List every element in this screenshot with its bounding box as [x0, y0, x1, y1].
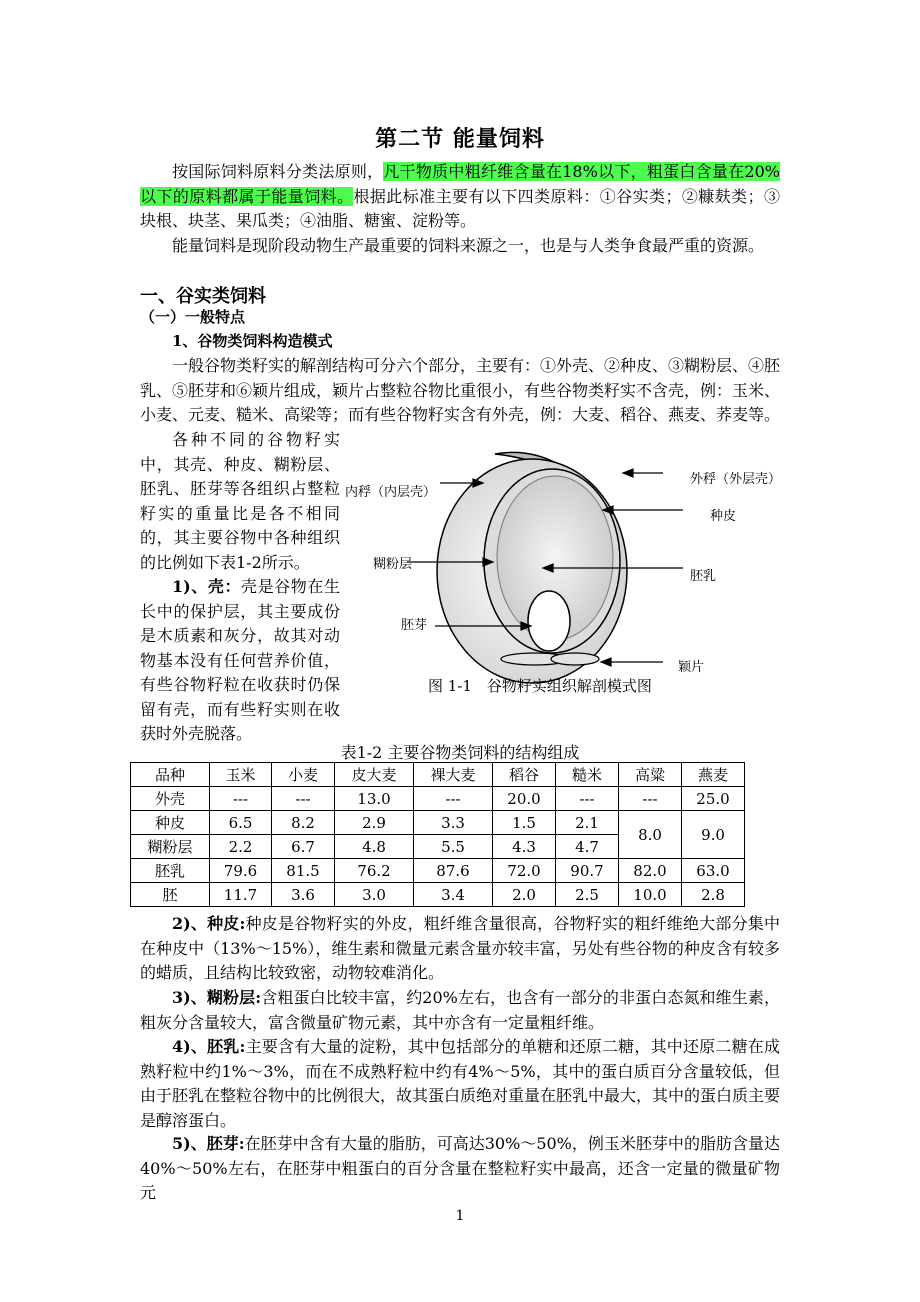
endosperm-text: 主要含有大量的淀粉，其中包括部分的单糖和还原二糖，其中还原二糖在成熟籽粒中约1%～3%，而在不成熟籽粒中约有4%～5%，其中的蛋白质百分含量较低，但由于胚乳在整粒谷物中的比例很大，故其蛋白质绝对重量在胚乳中最大，其中的蛋白质主要是醇溶蛋白。 — [140, 1037, 781, 1130]
table-cell-merged: 9.0 — [682, 811, 745, 859]
table-cell: 2.2 — [210, 835, 272, 859]
intro-paragraph-2: 能量饲料是现阶段动物生产最重要的饲料来源之一，也是与人类争食最严重的资源。 — [172, 236, 765, 255]
table-cell: 87.6 — [414, 859, 493, 883]
table-cell: 72.0 — [493, 859, 556, 883]
table-cell: 外壳 — [131, 787, 210, 811]
intro-paragraph-1 — [140, 160, 780, 234]
husk-text: 壳是谷物在生长中的保护层，其主要成份是木质素和灰分，故其对动物基本没有任何营养价值，有些谷物籽粒在收获时仍保留有壳，而有些籽实则在收获时外壳脱落。 — [140, 577, 340, 743]
aleurone-label: 3)、糊粉层: — [172, 988, 262, 1007]
table-cell: 3.0 — [335, 883, 414, 907]
aleurone-text: 含粗蛋白比较丰富，约20%左右，也含有一部分的非蛋白态氮和维生素，粗灰分含量较大，富含微量矿物元素，其中亦含有一定量粗纤维。 — [140, 988, 780, 1032]
germ-shape — [528, 591, 570, 651]
table-cell: 4.3 — [493, 835, 556, 859]
table-cell: --- — [414, 787, 493, 811]
table-cell: 2.1 — [556, 811, 619, 835]
table-cell: 3.4 — [414, 883, 493, 907]
table-cell: 11.7 — [210, 883, 272, 907]
glume-shape-right — [551, 653, 599, 665]
table-cell: 90.7 — [556, 859, 619, 883]
table-cell: 4.7 — [556, 835, 619, 859]
table-cell: 3.6 — [272, 883, 335, 907]
header-cell: 稻谷 — [493, 763, 556, 787]
table-cell: 胚乳 — [131, 859, 210, 883]
label-aleurone: 糊粉层 — [373, 557, 413, 572]
table-cell: 63.0 — [682, 859, 745, 883]
table-cell: 13.0 — [335, 787, 414, 811]
label-germ: 胚芽 — [401, 618, 428, 633]
husk-label: 1)、壳： — [172, 577, 242, 596]
table-cell: 6.5 — [210, 811, 272, 835]
table-cell: --- — [272, 787, 335, 811]
table-row — [131, 787, 745, 811]
table-cell: 20.0 — [493, 787, 556, 811]
table-header-row — [131, 763, 745, 787]
label-glume: 颖片 — [678, 660, 705, 675]
figure-caption: 图 1-1 谷物籽实组织解剖模式图 — [428, 677, 652, 695]
highlighted-definition: 凡干物质中粗纤维含量在18%以下，粗蛋白含量在20%以下的原料都属于能量饲料。 — [140, 162, 780, 206]
table-cell: --- — [210, 787, 272, 811]
table-cell: 81.5 — [272, 859, 335, 883]
header-cell: 高粱 — [619, 763, 682, 787]
seed-coat-paragraph — [140, 912, 780, 986]
header-cell: 燕麦 — [682, 763, 745, 787]
label-inner-husk: 内稃（内层壳） — [345, 485, 437, 500]
table-cell: 4.8 — [335, 835, 414, 859]
label-seed-coat: 种皮 — [710, 509, 737, 524]
endosperm-label: 4)、胚乳: — [172, 1037, 246, 1056]
section-heading: 一、谷实类饲料 — [140, 286, 266, 307]
header-cell: 皮大麦 — [335, 763, 414, 787]
table-cell: 6.7 — [272, 835, 335, 859]
endosperm-paragraph — [140, 1035, 780, 1133]
label-endosperm: 胚乳 — [690, 569, 717, 584]
table-cell: --- — [619, 787, 682, 811]
table-cell: 1.5 — [493, 811, 556, 835]
grain-structure-table — [130, 762, 745, 907]
page-number: 1 — [455, 1208, 465, 1224]
grain-anatomy-figure — [345, 438, 782, 698]
header-cell: 糙米 — [556, 763, 619, 787]
structure-paragraph: 一般谷物类籽实的解剖结构可分六个部分，主要有：①外壳、②种皮、③糊粉层、④胚乳、⑤胚芽和⑥颖片组成，颖片占整粒谷物比重很小，有些谷物类籽实不含壳，例：玉米、小麦、元麦、糙米、高梁等；而有些谷物籽实含有外壳，例：大麦、稻谷、燕麦、荞麦等。 — [140, 356, 781, 424]
table-cell: 79.6 — [210, 859, 272, 883]
subsection-heading: （一）一般特点 — [140, 308, 246, 326]
table-cell-merged: 8.0 — [619, 811, 682, 859]
seed-coat-text: 种皮是谷物籽实的外皮，粗纤维含量很高，谷物籽实的粗纤维绝大部分集中在种皮中（13%～15%），维生素和微量元素含量亦较丰富，另处有些谷物的种皮含有较多的蜡质，且结构比较致密，动物较难消化。 — [140, 914, 780, 982]
table-cell: 2.5 — [556, 883, 619, 907]
table-cell: 2.0 — [493, 883, 556, 907]
column-paragraph-1: 各种不同的谷物籽实中，其壳、种皮、糊粉层、胚乳、胚芽等各组织占整粒籽实的重量比是各不相同的，其主要谷物中各种组织的比例如下表1-2所示。 — [140, 430, 340, 572]
table-cell: 10.0 — [619, 883, 682, 907]
germ-text: 在胚芽中含有大量的脂肪，可高达30%～50%，例玉米胚芽中的脂肪含量达40%～50%左右，在胚芽中粗蛋白的百分含量在整粒籽实中最高，还含一定量的微量矿物元 — [140, 1134, 780, 1202]
header-cell: 小麦 — [272, 763, 335, 787]
label-outer-husk: 外稃（外层壳） — [690, 472, 782, 487]
subsubsection-heading: 1、谷物类饲料构造模式 — [172, 332, 333, 350]
seed-coat-label: 2)、种皮: — [172, 914, 246, 933]
table-cell: 82.0 — [619, 859, 682, 883]
header-cell: 品种 — [131, 763, 210, 787]
table-cell: 2.8 — [682, 883, 745, 907]
table-row — [131, 859, 745, 883]
table-cell: 3.3 — [414, 811, 493, 835]
intro-text-pre: 按国际饲料原料分类法原则， — [172, 162, 384, 181]
table-cell: 种皮 — [131, 811, 210, 835]
germ-paragraph — [140, 1132, 780, 1206]
germ-label: 5)、胚芽: — [172, 1134, 245, 1153]
header-cell: 玉米 — [210, 763, 272, 787]
table-cell: 25.0 — [682, 787, 745, 811]
header-cell: 裸大麦 — [414, 763, 493, 787]
table-cell: --- — [556, 787, 619, 811]
table-cell: 胚 — [131, 883, 210, 907]
table-caption: 表1-2 主要谷物类饲料的结构组成 — [340, 743, 580, 762]
table-cell: 2.9 — [335, 811, 414, 835]
column-paragraph-husk — [140, 575, 340, 747]
intro-text-post: 根据此标准主要有以下四类原料：①谷实类；②糠麸类；③块根、块茎、果瓜类；④油脂、糖蜜、淀粉等。 — [140, 186, 780, 230]
aleurone-paragraph — [140, 986, 780, 1035]
table-row — [131, 883, 745, 907]
table-cell: 糊粉层 — [131, 835, 210, 859]
page-title: 第二节 能量饲料 — [375, 126, 545, 152]
table-row — [131, 811, 745, 835]
table-cell: 8.2 — [272, 811, 335, 835]
table-cell: 76.2 — [335, 859, 414, 883]
table-cell: 5.5 — [414, 835, 493, 859]
